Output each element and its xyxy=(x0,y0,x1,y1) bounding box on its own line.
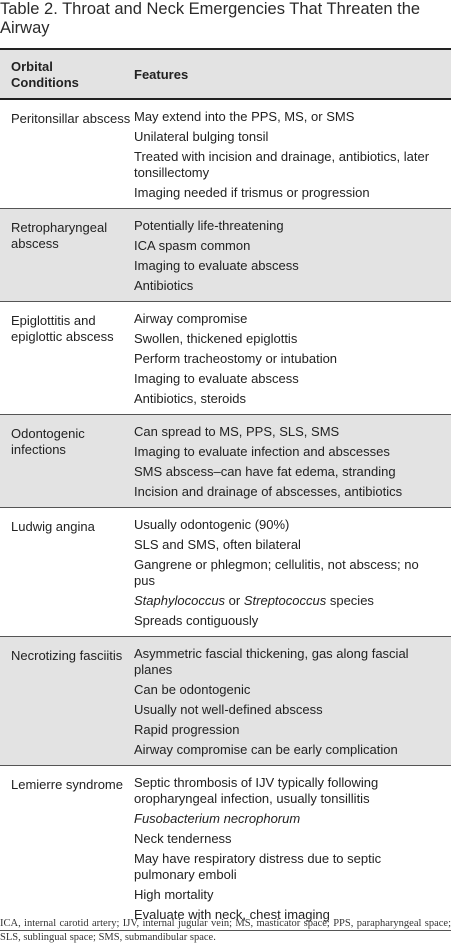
feature-item: Potentially life-threatening xyxy=(134,218,284,233)
feature-item: Antibiotics, steroids xyxy=(134,391,246,406)
feature-item: High mortality xyxy=(134,887,214,902)
table-header xyxy=(0,50,451,100)
table-number: Table 2. xyxy=(0,0,58,18)
condition-cell: Ludwig angina xyxy=(11,519,95,534)
table-row xyxy=(0,209,451,302)
table-caption xyxy=(0,0,451,38)
condition-cell: Retropharyngeal abscess xyxy=(11,220,108,251)
condition-cell: Necrotizing fasciitis xyxy=(11,648,123,663)
feature-item: Swollen, thickened epiglottis xyxy=(134,331,298,346)
feature-item: Fusobacterium necrophorum xyxy=(134,811,301,826)
feature-item: Perform tracheostomy or intubation xyxy=(134,351,338,366)
feature-item: Neck tenderness xyxy=(134,831,232,846)
feature-item: Staphylococcus or Streptococcus species xyxy=(134,593,374,608)
feature-item: Incision and drainage of abscesses, antibiotics xyxy=(134,484,403,499)
feature-item: Usually odontogenic (90%) xyxy=(134,517,290,532)
feature-item: Can spread to MS, PPS, SLS, SMS xyxy=(134,424,340,439)
condition-cell: Lemierre syndrome xyxy=(11,777,123,792)
feature-item: Asymmetric fascial thickening, gas along fascial planes xyxy=(134,646,409,677)
feature-item: Antibiotics xyxy=(134,278,194,293)
feature-item: Usually not well-defined abscess xyxy=(134,702,323,717)
table-row xyxy=(0,415,451,508)
column-header-features: Features xyxy=(134,67,189,82)
feature-item: May extend into the PPS, MS, or SMS xyxy=(134,109,355,124)
table-row xyxy=(0,302,451,415)
feature-item: SLS and SMS, often bilateral xyxy=(134,537,301,552)
feature-item: Airway compromise can be early complication xyxy=(134,742,398,757)
feature-item: Imaging needed if trismus or progression xyxy=(134,185,370,200)
feature-item: ICA spasm common xyxy=(134,238,251,253)
table-footnote: ICA, internal carotid artery; IJV, internal jugular vein; MS, masticator space; PPS, parapharyngeal space; SLS, sublingual space; SMS, submandibular space. xyxy=(0,918,451,943)
feature-item: Septic thrombosis of IJV typically following oropharyngeal infection, usually tonsillitis xyxy=(134,775,379,806)
table-row xyxy=(0,766,451,931)
feature-item: Airway compromise xyxy=(134,311,248,326)
feature-item: Imaging to evaluate abscess xyxy=(134,371,299,386)
feature-item: Gangrene or phlegmon; cellulitis, not abscess; no pus xyxy=(134,557,419,588)
table-title: Throat and Neck Emergencies That Threaten the Airway xyxy=(0,0,421,37)
feature-item: Imaging to evaluate abscess xyxy=(134,258,299,273)
table-body xyxy=(0,100,451,931)
table-row xyxy=(0,508,451,637)
column-header-conditions: Orbital Conditions xyxy=(11,59,79,90)
emergencies-table xyxy=(0,48,451,931)
table-row xyxy=(0,100,451,209)
feature-item: May have respiratory distress due to septic pulmonary emboli xyxy=(134,851,382,882)
condition-cell: Peritonsillar abscess xyxy=(11,111,131,126)
condition-cell: Odontogenic infections xyxy=(11,426,85,457)
table-row xyxy=(0,637,451,766)
condition-cell: Epiglottitis and epiglottic abscess xyxy=(11,313,114,344)
feature-item: Rapid progression xyxy=(134,722,240,737)
feature-item: Can be odontogenic xyxy=(134,682,251,697)
feature-item: Treated with incision and drainage, antibiotics, later tonsillectomy xyxy=(134,149,430,180)
feature-item: SMS abscess–can have fat edema, stranding xyxy=(134,464,396,479)
feature-item: Unilateral bulging tonsil xyxy=(134,129,269,144)
feature-item: Imaging to evaluate infection and abscesses xyxy=(134,444,390,459)
feature-item: Spreads contiguously xyxy=(134,613,259,628)
feature-item: Evaluate with neck, chest imaging xyxy=(134,907,330,922)
